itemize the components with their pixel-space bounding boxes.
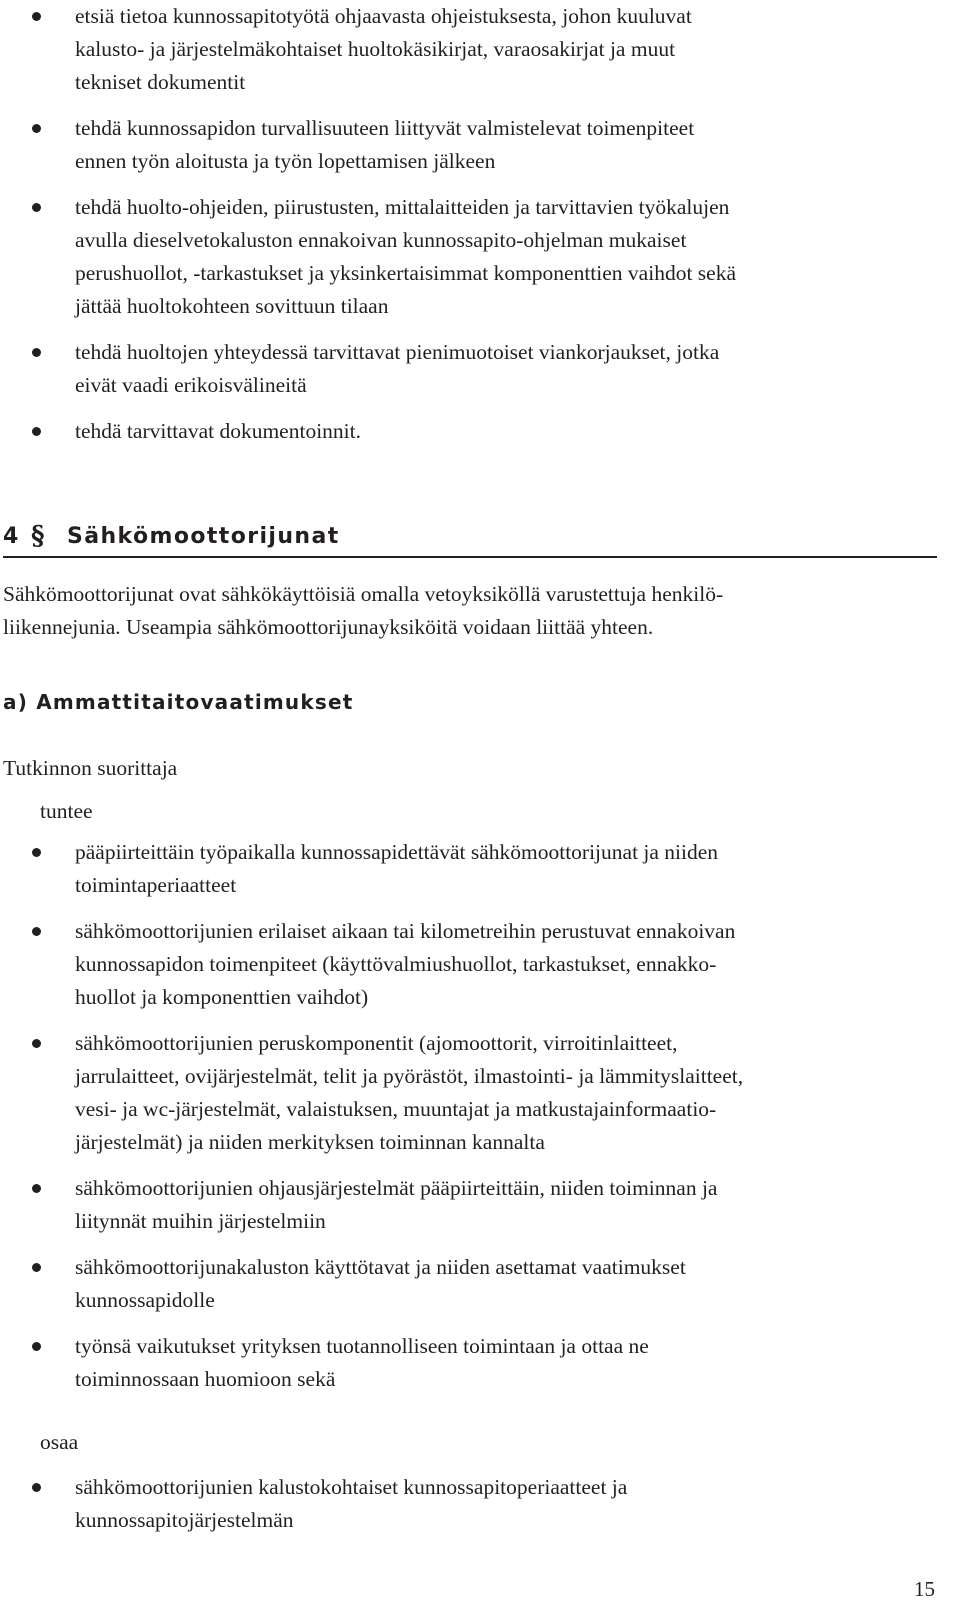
subheading: a) Ammattitaitovaatimukset <box>3 690 354 714</box>
line: huollot ja komponenttien vaihdot) <box>75 985 369 1009</box>
line: sähkömoottorijunakaluston käyttötavat ja niiden asettamat vaatimukset <box>75 1255 686 1279</box>
line: tehdä huoltojen yhteydessä tarvittavat pienimuotoiset viankorjaukset, jotka <box>75 340 720 364</box>
line: työnsä vaikutukset yrityksen tuotannolliseen toimintaan ja ottaa ne <box>75 1334 649 1358</box>
line: toimintaperiaatteet <box>75 873 237 897</box>
list-item <box>0 112 925 178</box>
bullet-icon <box>32 427 41 436</box>
bullet-icon <box>32 848 41 857</box>
performer-label: Tutkinnon suorittaja <box>3 756 178 780</box>
line: järjestelmät) ja niiden merkityksen toiminnan kannalta <box>75 1130 545 1154</box>
list-item <box>0 1330 925 1396</box>
knows-bullet-list <box>0 836 925 1409</box>
line: kalusto- ja järjestelmäkohtaiset huoltokäsikirjat, varaosakirjat ja muut <box>75 37 676 61</box>
bullet-icon <box>32 12 41 21</box>
line: kunnossapidolle <box>75 1288 215 1312</box>
bullet-icon <box>32 1342 41 1351</box>
line: kunnossapitojärjestelmän <box>75 1508 294 1532</box>
line: sähkömoottorijunien kalustokohtaiset kunnossapitoperiaatteet ja <box>75 1475 628 1499</box>
line: tekniset dokumentit <box>75 70 246 94</box>
list-item <box>0 0 925 99</box>
line: pääpiirteittäin työpaikalla kunnossapidettävät sähkömoottorijunat ja niiden <box>75 840 719 864</box>
intro-paragraph <box>3 578 933 644</box>
list-item <box>0 1172 925 1238</box>
section-symbol: § <box>31 521 46 551</box>
list-item <box>0 336 925 402</box>
line: toiminnossaan huomioon sekä <box>75 1367 336 1391</box>
line: liikennejunia. Useampia sähkömoottorijunayksiköitä voidaan liittää yhteen. <box>3 615 654 639</box>
top-bullet-list <box>0 0 925 461</box>
line: liitynnät muihin järjestelmiin <box>75 1209 326 1233</box>
line: eivät vaadi erikoisvälineitä <box>75 373 307 397</box>
line: ennen työn aloitusta ja työn lopettamisen jälkeen <box>75 149 496 173</box>
list-item <box>0 1251 925 1317</box>
line: avulla dieselvetokaluston ennakoivan kunnossapito-ohjelman mukaiset <box>75 228 687 252</box>
list-item <box>0 1027 925 1159</box>
bullet-icon <box>32 1263 41 1272</box>
cando-bullet-list <box>0 1471 925 1537</box>
line: tehdä huolto-ohjeiden, piirustusten, mittalaitteiden ja tarvittavien työkalujen <box>75 195 730 219</box>
line: Sähkömoottorijunat ovat sähkökäyttöisiä omalla vetoyksiköllä varustettuja henkilö- <box>3 582 724 606</box>
list-item <box>0 415 925 448</box>
bullet-icon <box>32 927 41 936</box>
list-item <box>0 1471 925 1537</box>
line: jättää huoltokohteen sovittuun tilaan <box>75 294 389 318</box>
line: tehdä tarvittavat dokumentoinnit. <box>75 419 361 443</box>
line: vesi- ja wc-järjestelmät, valaistuksen, muuntajat ja matkustajainformaatio- <box>75 1097 717 1121</box>
line: etsiä tietoa kunnossapitotyötä ohjaavasta ohjeistuksesta, johon kuuluvat <box>75 4 692 28</box>
bullet-icon <box>32 203 41 212</box>
bullet-icon <box>32 124 41 133</box>
page-number: 15 <box>914 1577 935 1601</box>
section-title: Sähkömoottorijunat <box>67 524 340 549</box>
line: sähkömoottorijunien erilaiset aikaan tai kilometreihin perustuvat ennakoivan <box>75 919 736 943</box>
list-item <box>0 915 925 1014</box>
line: perushuollot, -tarkastukset ja yksinkertaisimmat komponenttien vaihdot sekä <box>75 261 736 285</box>
knows-label: tuntee <box>40 799 93 823</box>
line: tehdä kunnossapidon turvallisuuteen liittyvät valmistelevat toimenpiteet <box>75 116 695 140</box>
section-number: 4 <box>3 524 20 549</box>
bullet-icon <box>32 1483 41 1492</box>
line: sähkömoottorijunien peruskomponentit (ajomoottorit, virroitinlaitteet, <box>75 1031 678 1055</box>
line: kunnossapidon toimenpiteet (käyttövalmiushuollot, tarkastukset, ennakko- <box>75 952 717 976</box>
cando-label: osaa <box>40 1430 79 1454</box>
list-item <box>0 836 925 902</box>
bullet-icon <box>32 348 41 357</box>
section-heading <box>3 520 937 558</box>
line: jarrulaitteet, ovijärjestelmät, telit ja pyörästöt, ilmastointi- ja lämmityslaitteet, <box>75 1064 744 1088</box>
bullet-icon <box>32 1184 41 1193</box>
list-item <box>0 191 925 323</box>
bullet-icon <box>32 1039 41 1048</box>
line: sähkömoottorijunien ohjausjärjestelmät pääpiirteittäin, niiden toiminnan ja <box>75 1176 718 1200</box>
